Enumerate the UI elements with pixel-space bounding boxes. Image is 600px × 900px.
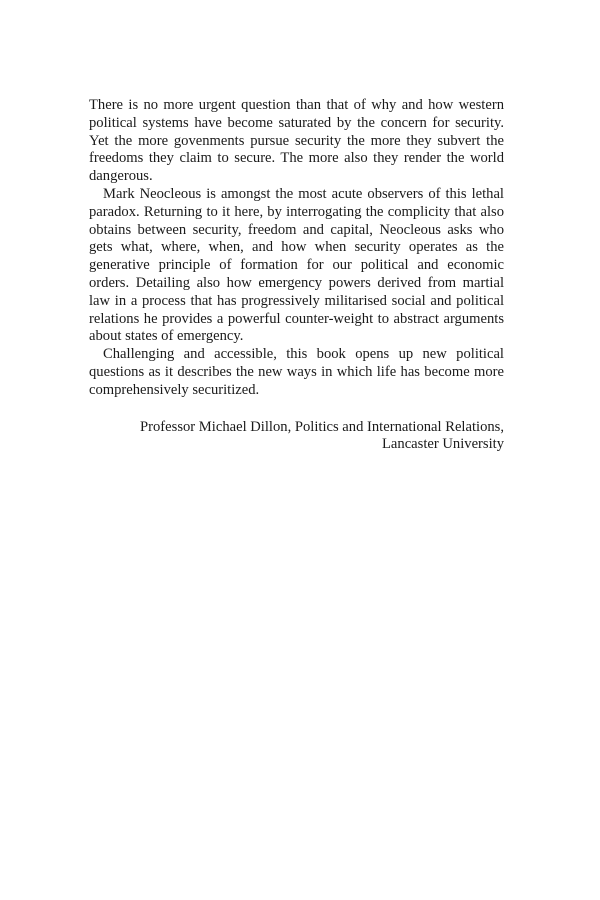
blurb-paragraph-3: Challenging and accessible, this book opens up new political questions as it describes the new ways in which life has become more comprehensively securitized. <box>89 346 504 398</box>
endorsement-attribution <box>89 419 504 455</box>
blurb-paragraph-1: There is no more urgent question than that of why and how western political systems have become saturated by the concern for security. Yet the more govenments pursue security the more they subvert the freedoms they claim to secure. The more also they render the world dangerous. <box>89 97 504 185</box>
blurb-paragraph-2: Mark Neocleous is amongst the most acute observers of this lethal paradox. Returning to it here, by interrogating the complicity that also obtains between security, freedom and capital, Neocleous asks who gets what, where, when, and how when security operates as the generative principle of formation for our political and economic orders. Detailing also how emergency powers derived from martial law in a process that has progressively militarised social and political relations he provides a powerful counter-weight to abstract arguments about states of emergency. <box>89 185 504 345</box>
endorsement-blurb <box>89 97 504 454</box>
attribution-institution: Lancaster University <box>382 436 504 453</box>
attribution-name-affiliation: Professor Michael Dillon, Politics and International Relations, <box>140 418 504 435</box>
